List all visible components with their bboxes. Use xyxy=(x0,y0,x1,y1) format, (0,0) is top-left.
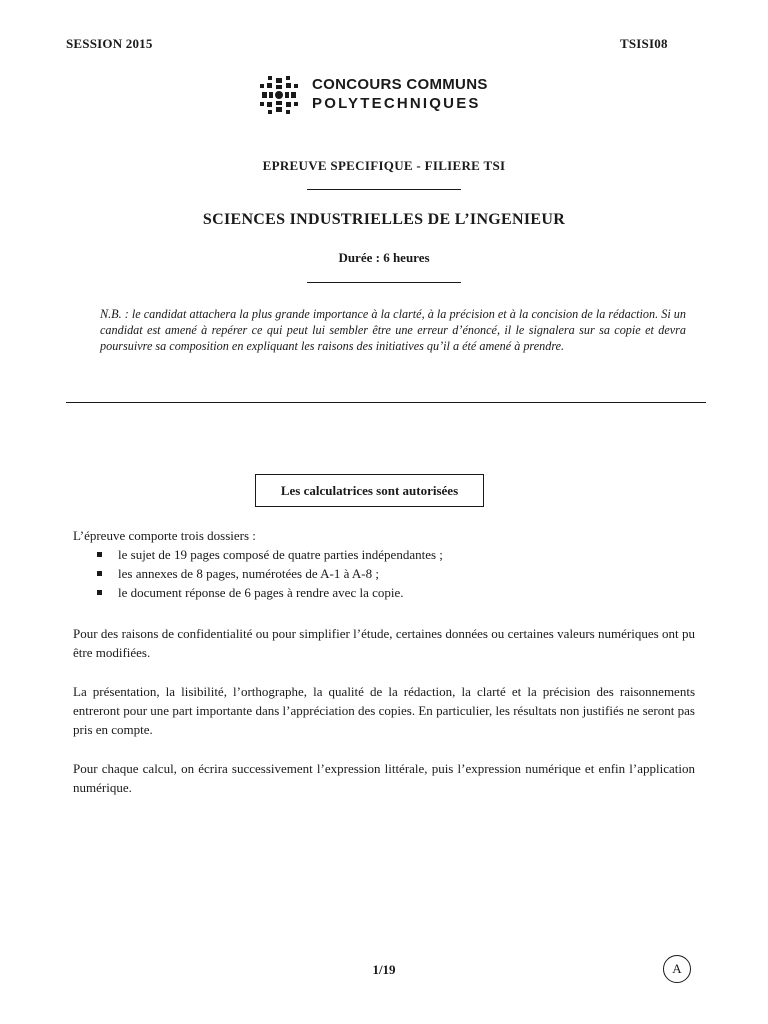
list-item xyxy=(73,564,695,583)
list-item-text: les annexes de 8 pages, numérotées de A-1 à A-8 ; xyxy=(118,566,380,581)
section-divider xyxy=(66,402,706,403)
calculators-text: Les calculatrices sont autorisées xyxy=(280,482,459,498)
version-letter: A xyxy=(672,961,682,976)
logo-line-1: CONCOURS COMMUNS xyxy=(312,76,488,93)
page-number: 1/19 xyxy=(372,962,396,977)
divider xyxy=(307,189,461,190)
paragraph: La présentation, la lisibilité, l’orthographe, la qualité de la rédaction, la clarté et la précision des raisonnements entreront pour une part importante dans l’appréciation des copies. En particulier, les résultats non justifiés ne seront pas pris en compte. xyxy=(73,684,695,737)
version-badge xyxy=(663,955,691,983)
session-label: SESSION 2015 xyxy=(66,36,153,51)
paragraph: Pour des raisons de confidentialité ou pour simplifier l’étude, certaines données ou certaines valeurs numériques ont pu être modifiées. xyxy=(73,626,695,660)
bullet-icon xyxy=(97,590,102,595)
dossiers-section xyxy=(73,526,695,602)
exam-duration: Durée : 6 heures xyxy=(338,250,430,265)
calculators-notice xyxy=(255,474,484,507)
intro-text: L’épreuve comporte trois dossiers : xyxy=(73,528,256,543)
list-item-text: le document réponse de 6 pages à rendre avec la copie. xyxy=(118,585,404,600)
list-item xyxy=(73,545,695,564)
dossiers-list xyxy=(73,545,695,602)
logo-line-2: POLYTECHNIQUES xyxy=(312,95,481,112)
epreuve-heading: EPREUVE SPECIFIQUE - FILIERE TSI xyxy=(262,158,506,173)
list-item xyxy=(73,583,695,602)
exam-code: TSISI08 xyxy=(620,36,668,51)
bullet-icon xyxy=(97,552,102,557)
bullet-icon xyxy=(97,571,102,576)
exam-title: SCIENCES INDUSTRIELLES DE L’INGENIEUR xyxy=(202,211,566,228)
paragraph: Pour chaque calcul, on écrira successivement l’expression littérale, puis l’expression numérique et enfin l’application numérique. xyxy=(73,761,695,795)
divider xyxy=(307,282,461,283)
list-item-text: le sujet de 19 pages composé de quatre parties indépendantes ; xyxy=(118,547,443,562)
nb-note: N.B. : le candidat attachera la plus grande importance à la clarté, à la précision et à la concision de la rédaction. Si un candidat est amené à repérer ce qui peut lui sembler être une erreur d’énoncé, il le signalera sur sa copie et devra poursuivre sa composition en expliquant les raisons des initiatives qu’il a été amené à prendre. xyxy=(100,307,686,353)
